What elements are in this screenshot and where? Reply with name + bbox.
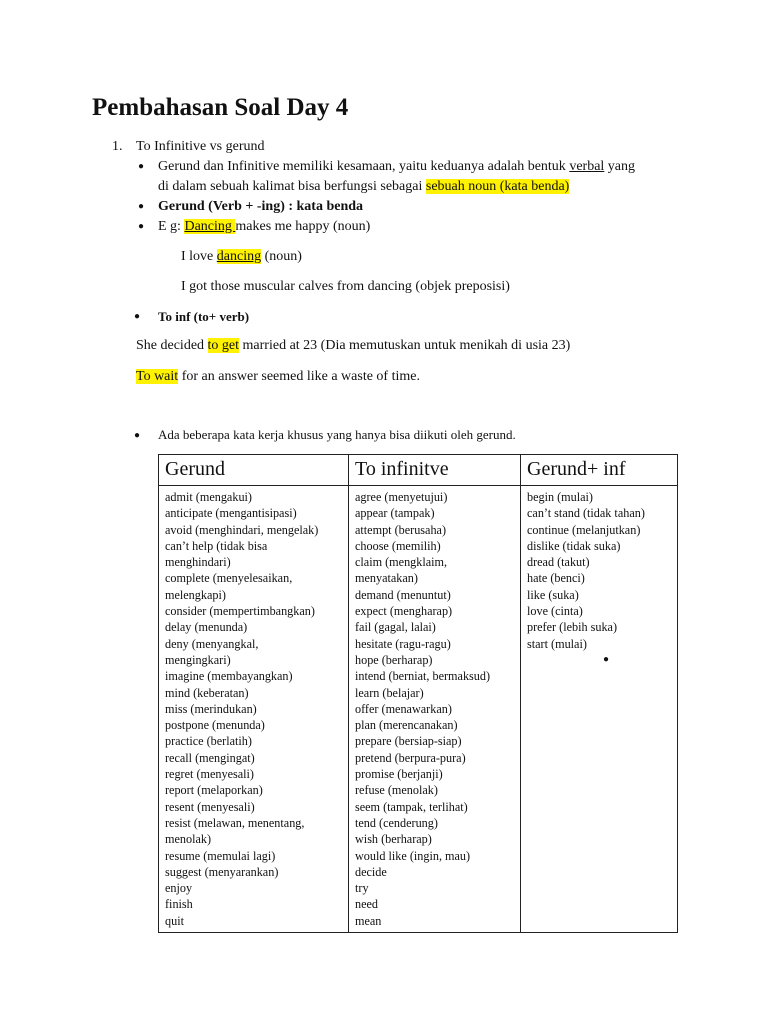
list-item: suggest (menyarankan) xyxy=(165,864,279,879)
list-item: menghindari) xyxy=(165,555,231,570)
example-2: I got those muscular calves from dancing (objek preposisi) xyxy=(181,279,510,294)
highlighted-term: to get xyxy=(207,338,240,353)
list-item: finish xyxy=(165,897,193,912)
list-item: recall (mengingat) xyxy=(165,750,255,765)
list-item: claim (mengklaim, xyxy=(355,555,448,570)
bullet-1-text-end: yang xyxy=(604,159,636,174)
list-item: mind (keberatan) xyxy=(165,685,249,700)
example-1-prefix: I love xyxy=(181,249,217,264)
list-item: resent (menyesali) xyxy=(165,799,255,814)
list-item: seem (tampak, terlihat) xyxy=(355,799,468,814)
bullet-1-line-2 xyxy=(158,177,569,196)
list-item: dread (takut) xyxy=(527,555,590,570)
list-item: appear (tampak) xyxy=(355,506,435,521)
table-header-row xyxy=(159,455,678,486)
list-item: demand (menuntut) xyxy=(355,587,451,602)
gerund-cell xyxy=(159,486,349,933)
bullet-dot-icon: ● xyxy=(134,430,141,441)
list-item: avoid (menghindari, mengelak) xyxy=(165,522,319,537)
list-item: hope (berharap) xyxy=(355,652,433,667)
bullet-2-text: Gerund (Verb + -ing) : kata benda xyxy=(158,199,364,214)
list-item: postpone (menunda) xyxy=(165,718,265,733)
highlighted-term: dancing xyxy=(216,249,262,264)
list-item: pretend (berpura-pura) xyxy=(355,750,466,765)
list-item: quit xyxy=(165,913,184,928)
list-item: prefer (lebih suka) xyxy=(527,620,618,635)
list-item: admit (mengakui) xyxy=(165,490,252,504)
page-title: Pembahasan Soal Day 4 xyxy=(92,94,349,121)
list-item: plan (merencanakan) xyxy=(355,718,458,733)
header-gerund: Gerund xyxy=(159,455,349,486)
bullet-dot-icon: ● xyxy=(138,221,145,232)
list-item: begin (mulai) xyxy=(527,490,593,504)
example-rest: makes me happy (noun) xyxy=(235,219,371,234)
list-item: fail (gagal, lalai) xyxy=(355,620,436,635)
list-item: refuse (menolak) xyxy=(355,783,438,798)
header-to-infinitive: To infinitve xyxy=(349,455,521,486)
example-prefix: E g: xyxy=(158,219,185,234)
list-item: expect (mengharap) xyxy=(355,604,453,619)
list-item: continue (melanjutkan) xyxy=(527,522,641,537)
list-item: love (cinta) xyxy=(527,604,583,619)
list-item: dislike (tidak suka) xyxy=(527,538,621,553)
list-item: hesitate (ragu-ragu) xyxy=(355,636,451,651)
example-1-rest: (noun) xyxy=(261,249,302,264)
both-cell xyxy=(521,486,678,933)
bullet-1-line-1 xyxy=(158,157,635,176)
list-item: delay (menunda) xyxy=(165,620,248,635)
bullet-1-text-2: di dalam sebuah kalimat bisa berfungsi sebagai xyxy=(158,179,426,194)
list-item: like (suka) xyxy=(527,587,579,602)
section-heading: To Infinitive vs gerund xyxy=(136,139,265,154)
bullet-dot-icon: ● xyxy=(138,161,145,172)
list-item: can’t help (tidak bisa xyxy=(165,538,268,553)
example-4-rest: for an answer seemed like a waste of time. xyxy=(178,369,420,384)
example-4 xyxy=(136,367,420,386)
bullet-5-text: Ada beberapa kata kerja khusus yang hanya bisa diikuti oleh gerund. xyxy=(158,427,516,442)
list-item: consider (mempertimbangkan) xyxy=(165,604,315,619)
list-item: start (mulai) xyxy=(527,636,587,651)
example-1 xyxy=(181,247,302,266)
list-item: resume (memulai lagi) xyxy=(165,848,276,863)
list-item: resist (melawan, menentang, xyxy=(165,815,305,830)
highlighted-term: Dancing xyxy=(184,219,236,234)
list-item: mengingkari) xyxy=(165,652,231,667)
list-item: deny (menyangkal, xyxy=(165,636,259,651)
underlined-term: verbal xyxy=(569,159,605,174)
example-3 xyxy=(136,336,570,355)
list-item: learn (belajar) xyxy=(355,685,424,700)
list-item: mean xyxy=(355,913,382,928)
example-3-prefix: She decided xyxy=(136,338,208,353)
bullet-3-text xyxy=(158,217,370,236)
list-item: attempt (berusaha) xyxy=(355,522,447,537)
example-3-rest: married at 23 (Dia memutuskan untuk menikah di usia 23) xyxy=(239,338,571,353)
bullet-dot-icon: ● xyxy=(138,201,145,212)
list-item: decide xyxy=(355,864,387,879)
list-item: agree (menyetujui) xyxy=(355,490,448,504)
table-row xyxy=(159,486,678,933)
highlighted-term: To wait xyxy=(136,369,179,384)
list-item: complete (menyelesaikan, xyxy=(165,571,293,586)
list-item: miss (merindukan) xyxy=(165,701,257,716)
list-item: promise (berjanji) xyxy=(355,767,443,782)
list-item: tend (cenderung) xyxy=(355,815,438,830)
list-item: can’t stand (tidak tahan) xyxy=(527,506,645,521)
both-list xyxy=(527,489,671,652)
highlighted-term: sebuah noun (kata benda) xyxy=(425,179,570,194)
list-item: menyatakan) xyxy=(355,571,418,586)
empty-bullet-icon: ● xyxy=(602,653,610,665)
list-item: enjoy xyxy=(165,881,193,896)
list-item: choose (memilih) xyxy=(355,538,441,553)
list-item: need xyxy=(355,897,379,912)
list-item: report (melaporkan) xyxy=(165,783,263,798)
bullet-1-text: Gerund dan Infinitive memiliki kesamaan, yaitu keduanya adalah bentuk xyxy=(158,159,570,174)
list-item: prepare (bersiap-siap) xyxy=(355,734,462,749)
infinitive-cell xyxy=(349,486,521,933)
gerund-list xyxy=(165,489,342,929)
list-item: practice (berlatih) xyxy=(165,734,252,749)
list-item: intend (berniat, bermaksud) xyxy=(355,669,491,684)
list-item: melengkapi) xyxy=(165,587,226,602)
list-item: regret (menyesali) xyxy=(165,767,254,782)
header-gerund-inf: Gerund+ inf xyxy=(521,455,678,486)
list-item: hate (benci) xyxy=(527,571,585,586)
list-item: would like (ingin, mau) xyxy=(355,848,471,863)
section-number: 1. xyxy=(112,139,123,154)
list-item: try xyxy=(355,881,369,896)
bullet-dot-icon: ● xyxy=(134,311,141,322)
bullet-4-text: To inf (to+ verb) xyxy=(158,309,250,324)
list-item: wish (berharap) xyxy=(355,832,432,847)
verb-table xyxy=(158,454,678,933)
list-item: menolak) xyxy=(165,832,212,847)
infinitive-list xyxy=(355,489,514,929)
list-item: imagine (membayangkan) xyxy=(165,669,293,684)
list-item: anticipate (mengantisipasi) xyxy=(165,506,297,521)
list-item: offer (menawarkan) xyxy=(355,701,452,716)
